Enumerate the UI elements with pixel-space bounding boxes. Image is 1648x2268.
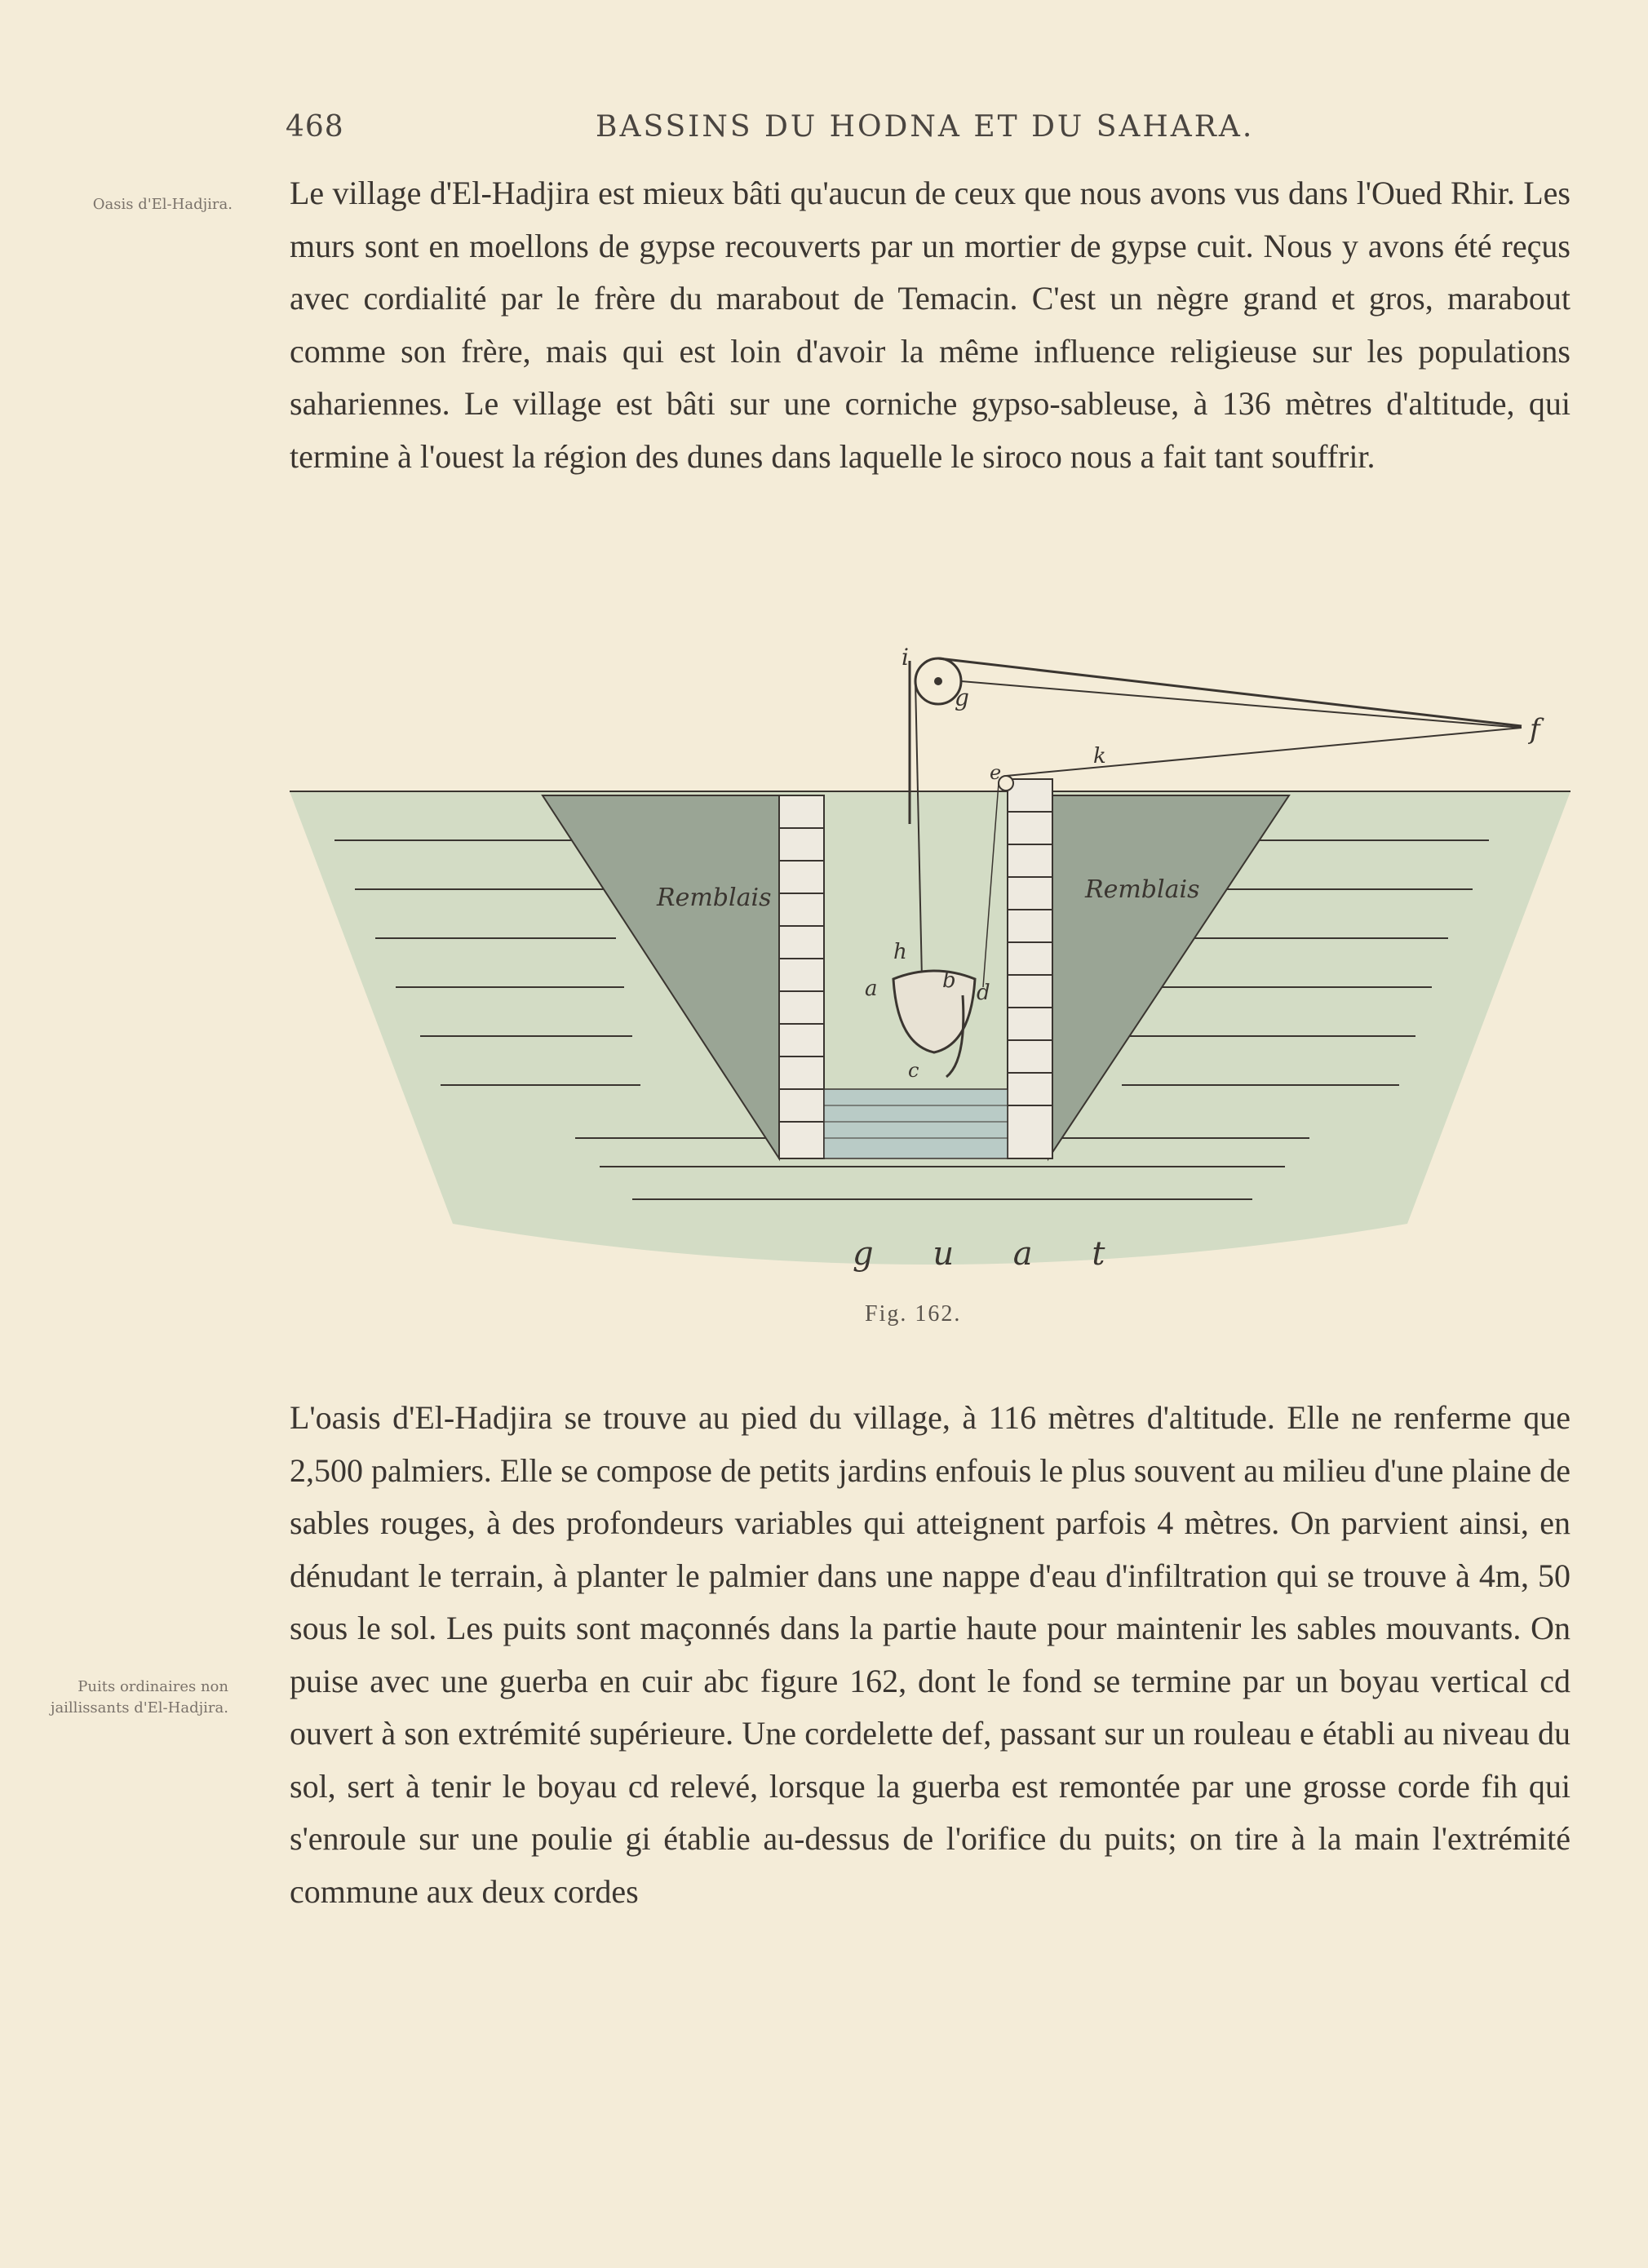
paragraph-oasis: L'oasis d'El-Hadjira se trouve au pied du village, à 116 mètres d'altitude. Elle ne renferme que 2,500 palmiers. Elle se compose de petits jardins enfouis le plus souvent au milieu d'une plaine de sables rouges, à des profondeurs variables qui atteignent parfois 4 mètres. On parvient ainsi, en dénudant le terrain, à planter le palmier dans une nappe d'eau d'infiltration qui se trouve à 4m, 50 sous le sol. Les puits sont maçonnés dans la partie haute pour maintenir les sables mouvants. On puise avec une guerba en cuir abc figure 162, dont le fond se termine par un boyau vertical cd ouvert à son extrémité supérieure. Une cordelette def, passant sur un rouleau e établi au niveau du sol, sert à tenir le boyau cd relevé, lorsque la guerba est remontée par une grosse corde fih qui s'enroule sur une poulie gi établie au-dessus de l'orifice du puits; on tire à la main l'extrémité commune aux deux cordes [290, 1399, 1570, 1910]
label-d: d [977, 981, 990, 1005]
label-remblais-left: Remblais [657, 884, 772, 912]
rope-fih [938, 658, 1522, 726]
label-e: e [990, 761, 1002, 784]
label-f: f [1530, 713, 1540, 746]
well-diagram-figure [290, 636, 1570, 1289]
margin-note-oasis: Oasis d'El-Hadjira. [92, 196, 233, 213]
label-g: g [955, 684, 969, 711]
well-diagram [290, 636, 1570, 1289]
figure-caption: Fig. 162. [865, 1301, 962, 1327]
well-water [824, 1089, 1008, 1158]
margin-note-wells: Puits ordinaires non jaillissants d'El-Hadjira. [50, 1678, 228, 1717]
paragraph-village: Le village d'El-Hadjira est mieux bâti qu'aucun de ceux que nous avons vus dans l'Oued Rhir. Les murs sont en moellons de gypse recouverts par un mortier de gypse cuit. Nous y avons été reçus avec cordialité par le frère du marabout de Temacin. C'est un nègre grand et gros, marabout comme son frère, mais qui est loin d'avoir la même influence religieuse sur les populations sahariennes. Le village est bâti sur une corniche gypso-sableuse, à 136 mètres d'altitude, qui termine à l'ouest la région des dunes dans laquelle le siroco nous a fait tant souffrir. [290, 175, 1570, 475]
label-remblais-right: Remblais [1085, 875, 1200, 904]
label-a: a [865, 977, 878, 1001]
label-i: i [902, 644, 909, 671]
label-c: c [908, 1059, 919, 1082]
running-head: BASSINS DU HODNA ET DU SAHARA. [596, 110, 1255, 144]
label-bottom-text: g u a t [853, 1235, 1130, 1273]
page-number: 468 [286, 110, 344, 144]
cord-def [1006, 728, 1522, 776]
right-masonry-wall [1008, 779, 1052, 1158]
label-b: b [942, 968, 956, 993]
label-k: k [1093, 744, 1106, 769]
left-masonry-wall [779, 795, 824, 1158]
label-h: h [893, 940, 907, 964]
